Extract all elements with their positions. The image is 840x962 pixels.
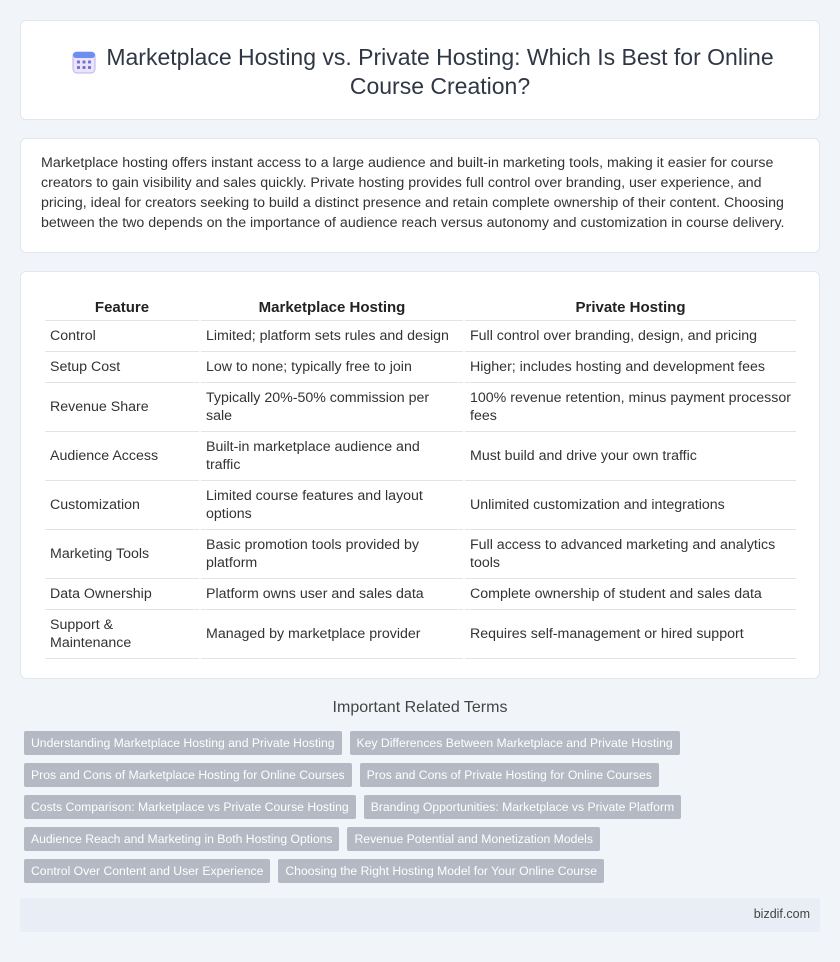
private-cell: Must build and drive your own traffic bbox=[465, 432, 796, 481]
feature-cell: Audience Access bbox=[45, 432, 199, 481]
table-row bbox=[45, 352, 796, 383]
feature-cell: Support & Maintenance bbox=[45, 610, 199, 659]
related-term-tag[interactable]: Costs Comparison: Marketplace vs Private Course Hosting bbox=[24, 795, 356, 819]
table-row bbox=[45, 579, 796, 610]
feature-cell: Marketing Tools bbox=[45, 530, 199, 579]
feature-cell: Customization bbox=[45, 481, 199, 530]
comparison-table bbox=[43, 296, 798, 659]
private-cell: 100% revenue retention, minus payment processor fees bbox=[465, 383, 796, 432]
marketplace-cell: Limited course features and layout options bbox=[201, 481, 463, 530]
table-row bbox=[45, 383, 796, 432]
table-row bbox=[45, 321, 796, 352]
tag-row bbox=[24, 795, 804, 819]
table-header-row bbox=[45, 296, 796, 321]
marketplace-cell: Typically 20%-50% commission per sale bbox=[201, 383, 463, 432]
related-term-tag[interactable]: Control Over Content and User Experience bbox=[24, 859, 270, 883]
feature-cell: Revenue Share bbox=[45, 383, 199, 432]
private-cell: Full control over branding, design, and pricing bbox=[465, 321, 796, 352]
marketplace-cell: Managed by marketplace provider bbox=[201, 610, 463, 659]
related-term-tag[interactable]: Revenue Potential and Monetization Models bbox=[347, 827, 599, 851]
related-term-tag[interactable]: Pros and Cons of Marketplace Hosting for Online Courses bbox=[24, 763, 352, 787]
tag-row bbox=[24, 827, 804, 851]
private-cell: Requires self-management or hired support bbox=[465, 610, 796, 659]
private-cell: Complete ownership of student and sales data bbox=[465, 579, 796, 610]
feature-cell: Setup Cost bbox=[45, 352, 199, 383]
marketplace-cell: Limited; platform sets rules and design bbox=[201, 321, 463, 352]
related-terms-list bbox=[24, 731, 804, 891]
footer bbox=[20, 898, 820, 932]
tag-row bbox=[24, 859, 804, 883]
title-row bbox=[51, 43, 789, 101]
related-term-tag[interactable]: Choosing the Right Hosting Model for Your Online Course bbox=[278, 859, 604, 883]
marketplace-cell: Platform owns user and sales data bbox=[201, 579, 463, 610]
private-cell: Higher; includes hosting and development fees bbox=[465, 352, 796, 383]
header-private: Private Hosting bbox=[465, 296, 796, 321]
related-term-tag[interactable]: Pros and Cons of Private Hosting for Online Courses bbox=[360, 763, 659, 787]
marketplace-cell: Basic promotion tools provided by platform bbox=[201, 530, 463, 579]
header-card bbox=[20, 20, 820, 120]
feature-cell: Data Ownership bbox=[45, 579, 199, 610]
table-row bbox=[45, 610, 796, 659]
tag-row bbox=[24, 763, 804, 787]
intro-card bbox=[20, 138, 820, 253]
feature-cell: Control bbox=[45, 321, 199, 352]
header-marketplace: Marketplace Hosting bbox=[201, 296, 463, 321]
page-title: Marketplace Hosting vs. Private Hosting: Which Is Best for Online Course Creation? bbox=[106, 44, 774, 99]
related-term-tag[interactable]: Branding Opportunities: Marketplace vs Private Platform bbox=[364, 795, 681, 819]
table-row bbox=[45, 432, 796, 481]
related-term-tag[interactable]: Audience Reach and Marketing in Both Hosting Options bbox=[24, 827, 339, 851]
related-term-tag[interactable]: Key Differences Between Marketplace and Private Hosting bbox=[350, 731, 680, 755]
calendar-icon bbox=[71, 49, 97, 75]
comparison-table-card bbox=[20, 271, 820, 679]
intro-paragraph: Marketplace hosting offers instant access to a large audience and built-in marketing tools, making it easier for course creators to gain visibility and sales quickly. Private hosting provides full control over branding, user experience, and pricing, ideal for creators seeking to build a distinct presence and retain complete ownership of their content. Choosing between the two depends on the importance of audience reach versus autonomy and customization in course delivery. bbox=[41, 155, 785, 231]
header-feature: Feature bbox=[45, 296, 199, 321]
table-row bbox=[45, 530, 796, 579]
footer-site-link[interactable]: bizdif.com bbox=[753, 907, 810, 921]
table-row bbox=[45, 481, 796, 530]
private-cell: Full access to advanced marketing and analytics tools bbox=[465, 530, 796, 579]
related-terms-title: Important Related Terms bbox=[332, 699, 508, 716]
private-cell: Unlimited customization and integrations bbox=[465, 481, 796, 530]
marketplace-cell: Low to none; typically free to join bbox=[201, 352, 463, 383]
related-term-tag[interactable]: Understanding Marketplace Hosting and Private Hosting bbox=[24, 731, 342, 755]
tag-row bbox=[24, 731, 804, 755]
marketplace-cell: Built-in marketplace audience and traffic bbox=[201, 432, 463, 481]
